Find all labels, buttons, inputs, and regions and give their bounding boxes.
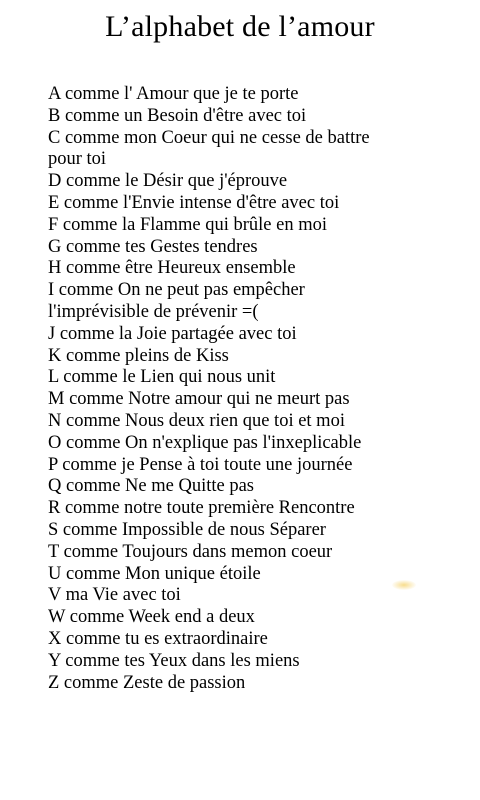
poem-line: A comme l' Amour que je te porte [48, 84, 299, 104]
poem-line: T comme Toujours dans memon coeur [48, 541, 333, 562]
page-title: L’alphabet de l’amour [105, 10, 375, 43]
poem-line: P comme je Pense à toi toute une journée [48, 454, 353, 475]
poem-lines [48, 84, 468, 694]
poem-line: S comme Impossible de nous Séparer [48, 519, 326, 540]
poem-line: l'imprévisible de prévenir =( [48, 301, 259, 322]
poem-line: F comme la Flamme qui brûle en moi [48, 214, 327, 235]
poem-line: H comme être Heureux ensemble [48, 258, 296, 279]
poem-line: Q comme Ne me Quitte pas [48, 476, 255, 497]
poem-line: N comme Nous deux rien que toi et moi [48, 410, 345, 431]
poem-line: E comme l'Envie intense d'être avec toi [48, 192, 340, 213]
poem-line: C comme mon Coeur qui ne cesse de battre [48, 127, 370, 148]
poem-line: Y comme tes Yeux dans les miens [48, 650, 300, 671]
poem-line: B comme un Besoin d'être avec toi [48, 105, 307, 126]
poem-line: pour toi [48, 149, 107, 170]
poem-line: R comme notre toute première Rencontre [48, 498, 355, 519]
poem-line: M comme Notre amour qui ne meurt pas [48, 389, 350, 410]
poem-line: U comme Mon unique étoile [48, 563, 261, 584]
poem-line: Z comme Zeste de passion [48, 672, 246, 693]
poem-line: X comme tu es extraordinaire [48, 628, 268, 649]
poem-line: G comme tes Gestes tendres [48, 236, 258, 257]
poem-line: I comme On ne peut pas empêcher [48, 280, 305, 301]
poem-line: V ma Vie avec toi [48, 585, 181, 606]
poem-line: W comme Week end a deux [48, 607, 255, 628]
poem-line: D comme le Désir que j'éprouve [48, 171, 288, 192]
poem-line: K comme pleins de Kiss [48, 345, 229, 366]
poem-line: L comme le Lien qui nous unit [48, 367, 276, 388]
poem-line: J comme la Joie partagée avec toi [48, 323, 297, 344]
poem-line: O comme On n'explique pas l'inxeplicable [48, 432, 362, 453]
light-glare [392, 580, 416, 590]
